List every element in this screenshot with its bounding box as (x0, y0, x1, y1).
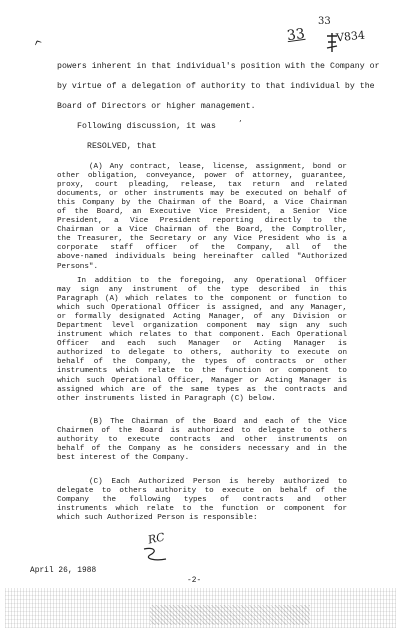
pencil-tick: ’ (239, 119, 242, 128)
handwritten-number-small: 33 (318, 16, 331, 27)
paragraph-a: (A) Any contract, lease, license, assignment, bond or other obligation, conveyance, power of attorney, guarantee, proxy, court pleading, release, tax return and related documents, or other instruments may be executed on behalf of this Company by the Chairman of the Board, a Vice Chairman of the Board, an Executive Vice President, a Senior Vice President, a Vice President reporting directly to the Chairman or a Vice Chairman of the Board, the Comptroller, the Treasurer, the Secretary or any Vice President who is a corporate staff officer of the Company, all of the above-named individuals being hereinafter called "Authorized Persons". (57, 163, 347, 271)
text-line: Board of Directors or higher management. (57, 102, 256, 111)
stamp-mark (325, 32, 339, 54)
paragraph-operational-officer: In addition to the foregoing, any Operational Officer may sign any instrument of the type described in this Paragraph (A) which relates to the component or function to which such Operational Officer is assigned, and any Manager, or formally designated Acting Manager, of any Division or Department level organization component may sign any such instrument which relates to that component. Each Operational Officer and each such Manager or Acting Manager is authorized to delegate to others, authority to execute on behalf of the Company, the types of contracts or other instruments which relate to the function or component to which such Operational Officer, Manager or Acting Manager is assigned which are of the same types as the contracts and other instruments listed in Paragraph (C) below. (57, 277, 347, 403)
handwritten-number: 33 (285, 25, 306, 45)
document-date: April 26, 1988 (30, 567, 97, 575)
file-code: V834 (335, 28, 366, 45)
initials-scribble (140, 545, 170, 565)
handwritten-initials: RC (146, 530, 166, 547)
following-line: Following discussion, it was (77, 122, 216, 131)
resolved-heading: RESOLVED, that (87, 142, 157, 151)
text-line: powers inherent in that individual's position with the Company or (57, 62, 380, 71)
corner-mark: ^ (31, 36, 47, 54)
scan-noise-dense (150, 605, 310, 625)
paragraph-b: (B) The Chairman of the Board and each of the Vice Chairmen of the Board is authorized to delegate to others authority to execute contracts and other instruments on behalf of the Company as he considers necessary and in the best interest of the Company. (57, 418, 347, 463)
paragraph-c: (C) Each Authorized Person is hereby authorized to delegate to others authority to execute on behalf of the Company the following types of contracts and other instruments which relate to the function or component for which such Authorized Person is responsible: (57, 478, 347, 523)
page-number: -2- (187, 577, 202, 585)
text-line: by virtue of a delegation of authority to that individual by the (57, 82, 375, 91)
